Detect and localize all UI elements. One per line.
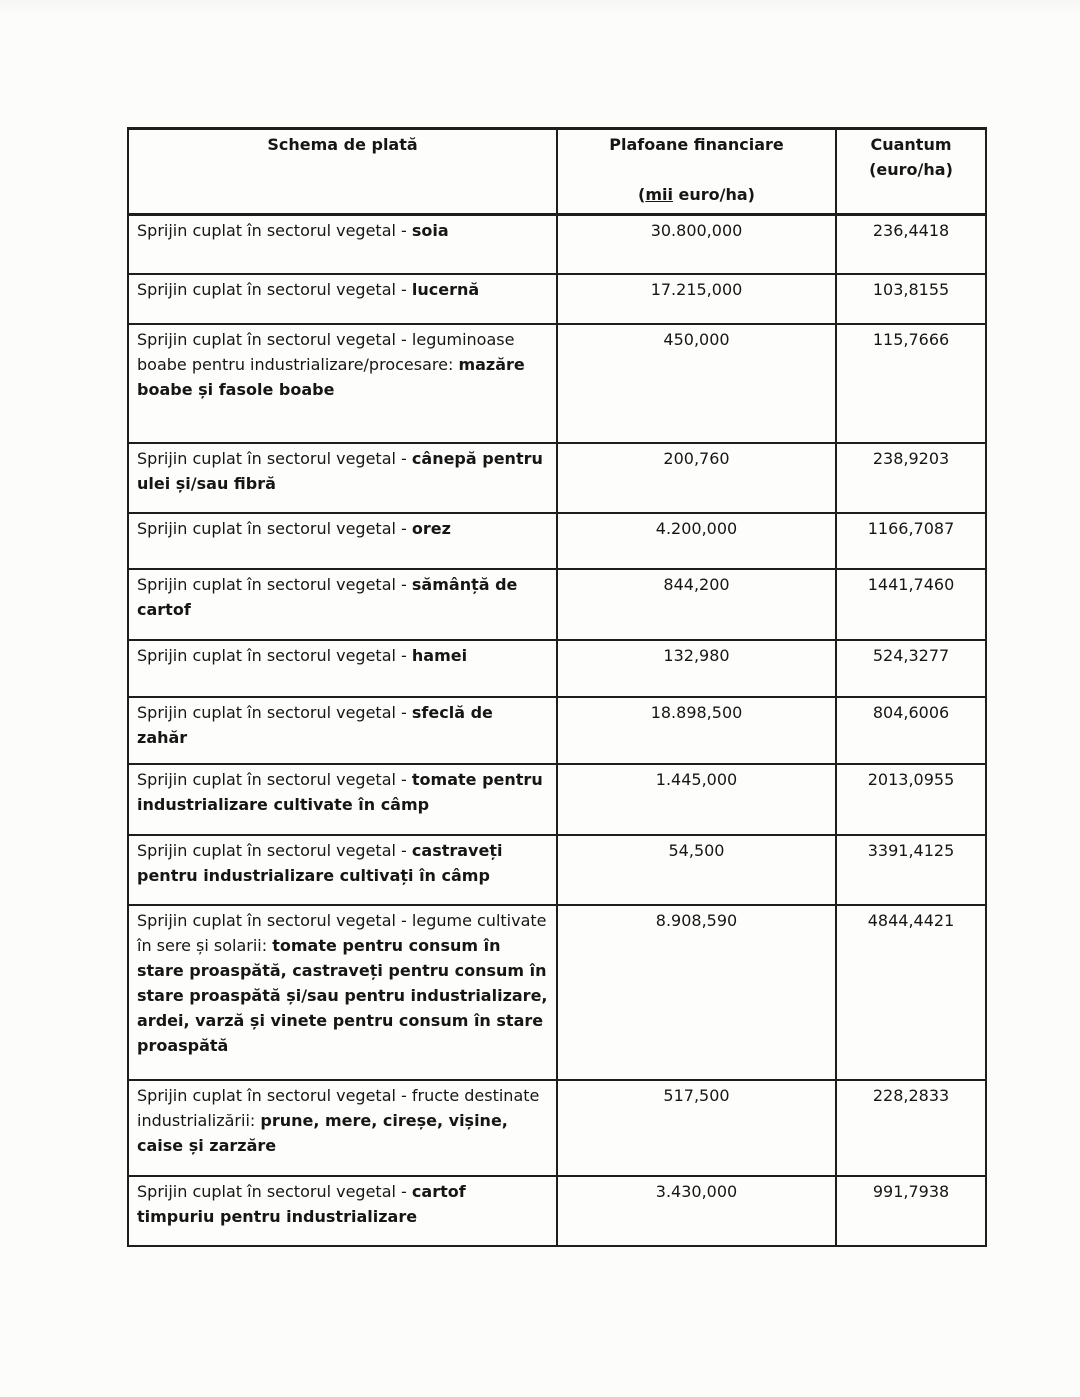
- scheme-text-bold: sămânță de cartof: [137, 574, 518, 619]
- scheme-cell: [128, 215, 557, 274]
- plafon-cell: 8.908,590: [557, 905, 836, 1080]
- scheme-text: Sprijin cuplat în sectorul vegetal -: [137, 702, 412, 722]
- scheme-text: Sprijin cuplat în sectorul vegetal - legume cultivate în sere și solarii:: [137, 910, 547, 955]
- plafon-cell: 17.215,000: [557, 274, 836, 324]
- scheme-text: Sprijin cuplat în sectorul vegetal -: [137, 221, 412, 240]
- plafon-cell: 132,980: [557, 640, 836, 697]
- scheme-text: Sprijin cuplat în sectorul vegetal -: [137, 448, 412, 468]
- scheme-cell: [128, 569, 557, 640]
- header-plafoane-unit: [566, 182, 827, 207]
- scheme-text: Sprijin cuplat în sectorul vegetal -: [137, 574, 412, 594]
- table-row: [128, 905, 986, 1080]
- scheme-text: Sprijin cuplat în sectorul vegetal -: [137, 1181, 412, 1201]
- scheme-text: Sprijin cuplat în sectorul vegetal - fructe destinate industrializării:: [137, 1085, 540, 1130]
- scheme-text: Sprijin cuplat în sectorul vegetal -: [137, 518, 412, 538]
- scheme-cell: [128, 697, 557, 764]
- cuantum-cell: 2013,0955: [836, 764, 986, 835]
- cuantum-cell: 4844,4421: [836, 905, 986, 1080]
- cuantum-cell: 3391,4125: [836, 835, 986, 905]
- scheme-cell: [128, 274, 557, 324]
- table-row: [128, 274, 986, 324]
- scheme-cell: [128, 640, 557, 697]
- scheme-text-bold: cartof timpuriu pentru industrializare: [137, 1181, 466, 1226]
- cuantum-cell: 236,4418: [836, 215, 986, 274]
- table-row: [128, 215, 986, 274]
- header-cuantum-unit: (euro/ha): [869, 160, 953, 179]
- plafon-cell: 3.430,000: [557, 1176, 836, 1246]
- table-row: [128, 513, 986, 569]
- cuantum-cell: 238,9203: [836, 443, 986, 513]
- plafon-cell: 1.445,000: [557, 764, 836, 835]
- cuantum-cell: 804,6006: [836, 697, 986, 764]
- scheme-text-bold: sfeclă de zahăr: [137, 702, 493, 747]
- cuantum-cell: 524,3277: [836, 640, 986, 697]
- scheme-cell: [128, 905, 557, 1080]
- scheme-cell: [128, 443, 557, 513]
- table-row: [128, 764, 986, 835]
- scheme-text-bold: tomate pentru industrializare cultivate în câmp: [137, 769, 543, 814]
- unit-rest: euro/ha): [672, 185, 755, 204]
- cuantum-cell: 103,8155: [836, 274, 986, 324]
- plafon-cell: 30.800,000: [557, 215, 836, 274]
- table-header: [128, 129, 986, 215]
- payment-schemes-table: [127, 127, 987, 1247]
- header-schema-label: Schema de plată: [267, 135, 418, 154]
- table-row: [128, 697, 986, 764]
- scheme-text-bold: hamei: [411, 645, 468, 665]
- plafon-cell: 844,200: [557, 569, 836, 640]
- table-row: [128, 324, 986, 443]
- scheme-text-bold: tomate pentru consum în stare proaspătă, castraveți pentru consum în stare proaspătă și/sau pentru industrializare, ardei, varză și vinete pentru consum în stare proaspătă: [137, 935, 548, 1055]
- scheme-text-bold: prune, mere, cireșe, vișine, caise și zarzăre: [137, 1110, 508, 1155]
- scheme-cell: [128, 1176, 557, 1246]
- scheme-text-bold: lucernă: [411, 279, 480, 299]
- plafon-cell: 54,500: [557, 835, 836, 905]
- table-row: [128, 1176, 986, 1246]
- plafon-cell: 200,760: [557, 443, 836, 513]
- cuantum-cell: 1441,7460: [836, 569, 986, 640]
- table-row: [128, 1080, 986, 1176]
- header-cuantum: [836, 129, 986, 215]
- scheme-text: Sprijin cuplat în sectorul vegetal - leguminoase boabe pentru industrializare/procesare:: [137, 329, 515, 374]
- table-row: [128, 569, 986, 640]
- header-cuantum-label: Cuantum: [870, 135, 952, 154]
- scheme-text: Sprijin cuplat în sectorul vegetal -: [137, 279, 412, 299]
- scheme-text: Sprijin cuplat în sectorul vegetal -: [137, 645, 412, 665]
- scheme-cell: [128, 513, 557, 569]
- table-row: [128, 640, 986, 697]
- plafon-cell: 517,500: [557, 1080, 836, 1176]
- header-plafoane-label: Plafoane financiare: [609, 135, 784, 154]
- scheme-text-bold: castraveți pentru industrializare cultivați în câmp: [137, 840, 503, 885]
- scheme-cell: [128, 835, 557, 905]
- cuantum-cell: 228,2833: [836, 1080, 986, 1176]
- table-row: [128, 443, 986, 513]
- cuantum-cell: 115,7666: [836, 324, 986, 443]
- cuantum-cell: 991,7938: [836, 1176, 986, 1246]
- table-row: [128, 835, 986, 905]
- table-body: [128, 215, 986, 1246]
- scheme-text-bold: soia: [411, 221, 449, 240]
- plafon-cell: 18.898,500: [557, 697, 836, 764]
- unit-paren: (: [638, 185, 646, 204]
- plafon-cell: 4.200,000: [557, 513, 836, 569]
- header-row: [128, 129, 986, 215]
- scheme-cell: [128, 324, 557, 443]
- unit-mii-underlined: mii: [645, 185, 673, 204]
- cuantum-cell: 1166,7087: [836, 513, 986, 569]
- plafon-cell: 450,000: [557, 324, 836, 443]
- header-schema-de-plata: [128, 129, 557, 215]
- scheme-text: Sprijin cuplat în sectorul vegetal -: [137, 840, 412, 860]
- scheme-text-bold: mazăre boabe și fasole boabe: [137, 354, 525, 399]
- scheme-text: Sprijin cuplat în sectorul vegetal -: [137, 769, 412, 789]
- header-plafoane-financiare: [557, 129, 836, 215]
- scheme-text-bold: orez: [411, 518, 451, 538]
- scheme-cell: [128, 1080, 557, 1176]
- scheme-cell: [128, 764, 557, 835]
- scheme-text-bold: cânepă pentru ulei și/sau fibră: [137, 448, 543, 493]
